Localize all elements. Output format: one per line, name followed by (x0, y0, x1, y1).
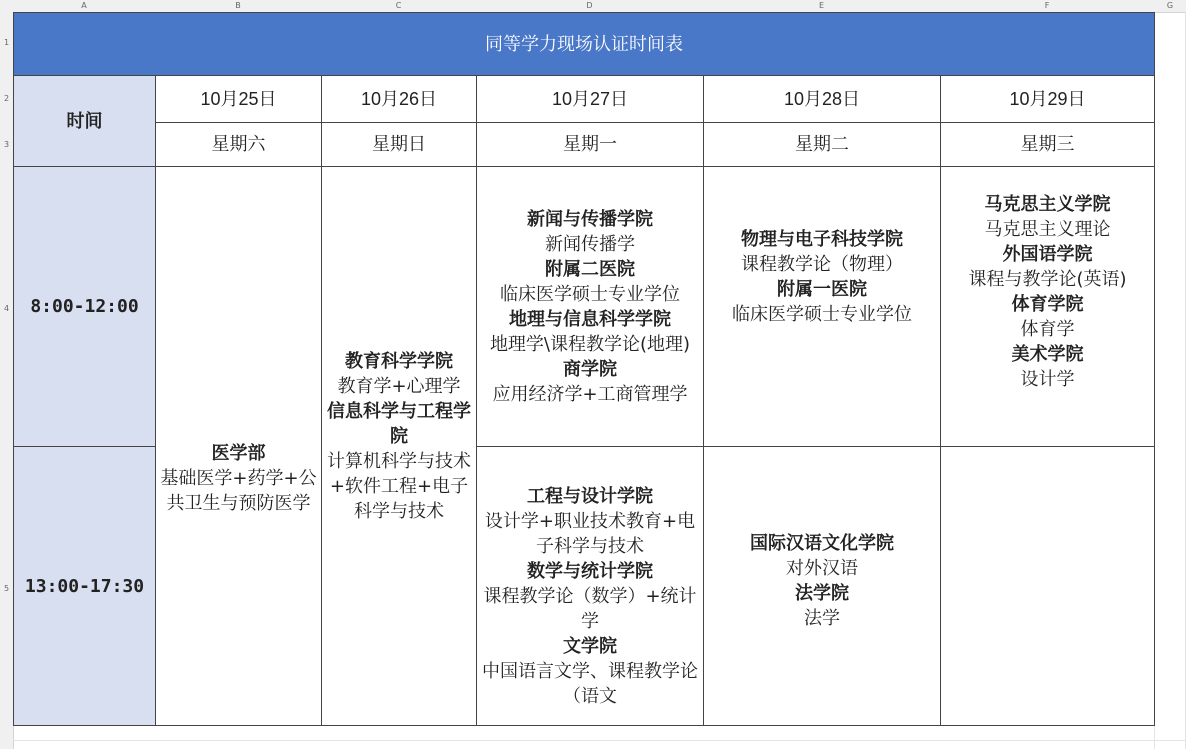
column-header-c[interactable]: C (395, 1, 402, 10)
schedule-cell-tue-am[interactable] (704, 167, 941, 447)
major-list: 体育学 (1020, 318, 1075, 340)
row-header-1[interactable]: 1 (3, 38, 10, 47)
cell-content (326, 349, 472, 544)
major-list: 设计学+职业技术教育+电子科学与技术 (484, 510, 696, 557)
major-list: 马克思主义理论 (984, 218, 1111, 240)
major-list: 对外汉语 (786, 558, 858, 579)
column-header-a[interactable]: A (81, 1, 87, 10)
schedule-cell-mon-pm[interactable] (477, 447, 704, 726)
org-name: 工程与设计学院 (527, 485, 653, 507)
org-name: 教育科学学院 (345, 350, 453, 372)
schedule-cell-wed-am[interactable] (941, 167, 1155, 447)
org-name: 附属二医院 (545, 258, 635, 280)
time-header-cell[interactable]: 时间 (14, 76, 156, 167)
page-title[interactable]: 同等学力现场认证时间表 (14, 13, 1155, 76)
weekday-cell-mon[interactable]: 星期一 (477, 123, 704, 167)
major-list: 临床医学硕士专业学位 (500, 283, 680, 305)
major-list: 课程教学论（数学）+统计学 (483, 585, 697, 632)
slot-morning[interactable]: 8:00-12:00 (14, 167, 156, 447)
org-name: 文学院 (563, 635, 617, 657)
org-name: 外国语学院 (1002, 243, 1093, 265)
major-list: 基础医学+药学+公共卫生与预防医学 (160, 467, 317, 514)
column-header-e[interactable]: E (818, 1, 825, 10)
org-name: 新闻与传播学院 (527, 208, 653, 230)
major-list: 计算机科学与技术+软件工程+电子科学与技术 (327, 450, 471, 522)
org-name: 信息科学与工程学院 (327, 400, 471, 447)
major-list: 法学 (804, 608, 840, 629)
column-header-b[interactable]: B (235, 1, 241, 10)
date-cell-1027[interactable]: 10月27日 (477, 76, 704, 123)
org-name: 物理与电子科技学院 (741, 228, 903, 250)
empty-row-area[interactable] (13, 728, 1186, 749)
row-header-5[interactable]: 5 (3, 584, 10, 593)
org-name: 商学院 (563, 358, 617, 380)
org-name: 马克思主义学院 (984, 193, 1111, 215)
date-cell-1029[interactable]: 10月29日 (941, 76, 1155, 123)
major-list: 地理学\课程教学论(地理) (489, 333, 691, 355)
schedule-cell-sat[interactable] (156, 167, 322, 726)
weekday-cell-sun[interactable]: 星期日 (322, 123, 477, 167)
column-header-g[interactable]: G (1166, 1, 1174, 10)
column-header-d[interactable]: D (586, 1, 593, 10)
row-header-4[interactable]: 4 (3, 304, 10, 313)
org-name: 附属一医院 (777, 278, 867, 300)
major-list: 临床医学硕士专业学位 (732, 303, 912, 325)
major-list: 中国语言文学、课程教学论（语文 (482, 660, 698, 707)
major-list: 新闻传播学 (545, 233, 635, 255)
date-cell-1028[interactable]: 10月28日 (704, 76, 941, 123)
cell-content (160, 377, 317, 516)
schedule-cell-tue-pm[interactable] (704, 447, 941, 726)
schedule-cell-sun[interactable] (322, 167, 477, 726)
column-header-f[interactable]: F (1044, 1, 1050, 10)
cell-content (481, 207, 699, 407)
schedule-cell-mon-am[interactable] (477, 167, 704, 447)
major-list: 教育学+心理学 (337, 375, 461, 397)
date-cell-1025[interactable]: 10月25日 (156, 76, 322, 123)
cell-content (481, 464, 699, 709)
major-list: 设计学 (1020, 368, 1075, 390)
cell-content (708, 531, 936, 641)
row-header-2[interactable]: 2 (3, 94, 10, 103)
row-header-3[interactable]: 3 (3, 140, 10, 149)
cell-content (945, 192, 1150, 422)
org-name: 体育学院 (1011, 293, 1084, 315)
cell-content (708, 227, 936, 387)
major-list: 课程与教学论(英语) (968, 268, 1127, 290)
date-cell-1026[interactable]: 10月26日 (322, 76, 477, 123)
row-header-bar (0, 12, 14, 749)
major-list: 应用经济学+工商管理学 (492, 383, 688, 405)
weekday-cell-sat[interactable]: 星期六 (156, 123, 322, 167)
schedule-cell-wed-pm[interactable] (941, 447, 1155, 726)
major-list: 课程教学论（物理） (741, 253, 903, 275)
org-name: 美术学院 (1011, 343, 1084, 365)
weekday-cell-tue[interactable]: 星期二 (704, 123, 941, 167)
org-name: 医学部 (211, 442, 266, 464)
weekday-cell-wed[interactable]: 星期三 (941, 123, 1155, 167)
slot-afternoon[interactable]: 13:00-17:30 (14, 447, 156, 726)
schedule-table (13, 12, 1155, 726)
org-name: 地理与信息科学学院 (509, 308, 671, 330)
org-name: 数学与统计学院 (527, 560, 653, 582)
org-name: 国际汉语文化学院 (750, 533, 894, 554)
org-name: 法学院 (795, 583, 849, 604)
